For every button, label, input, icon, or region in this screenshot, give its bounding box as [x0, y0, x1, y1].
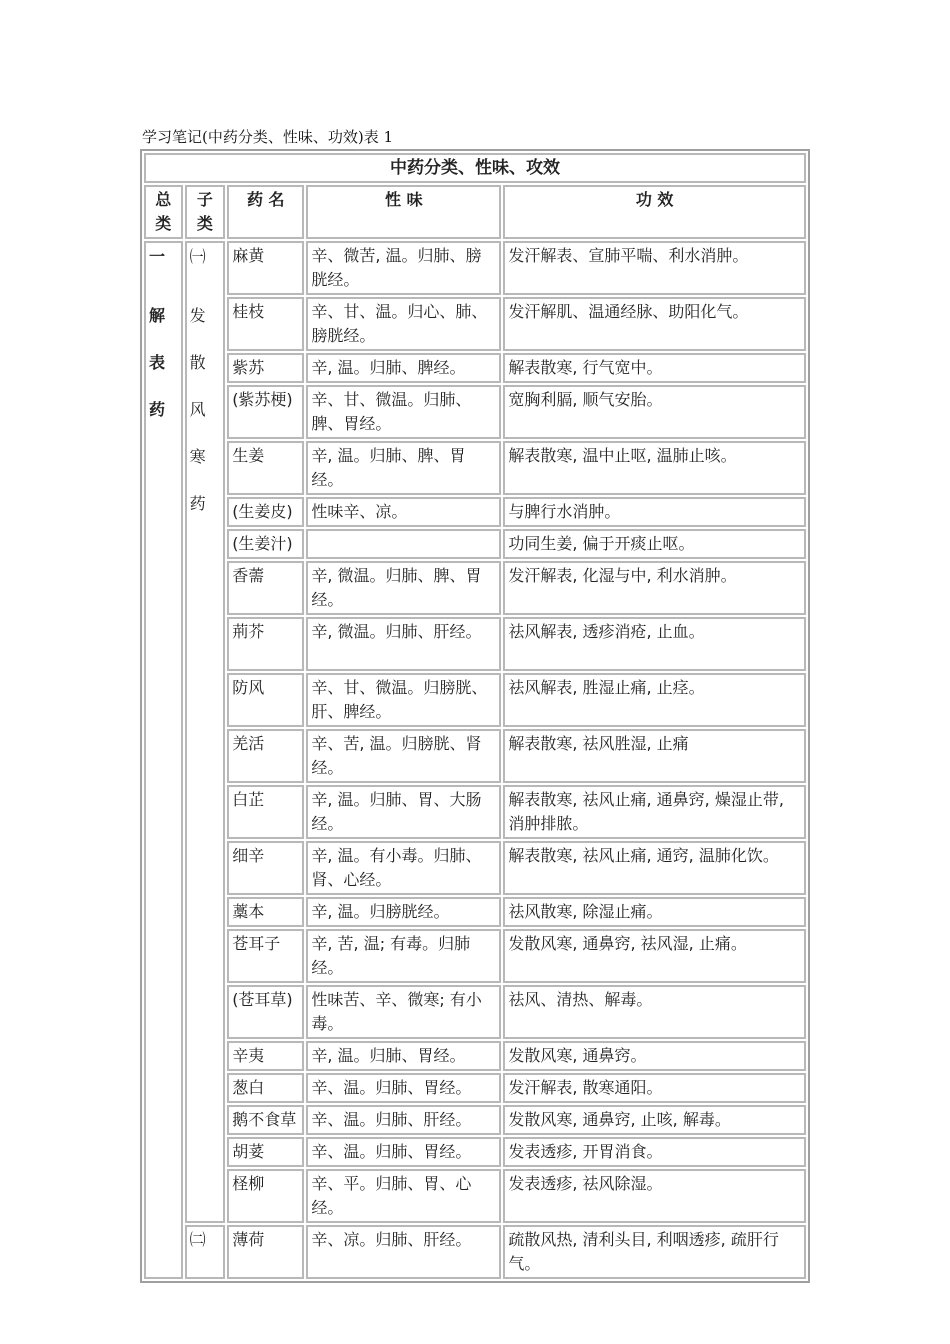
- herb-property: 辛, 微温。归肺、肝经。: [306, 617, 501, 671]
- herb-effect: 发散风寒, 通鼻窍, 止咳, 解毒。: [503, 1105, 806, 1135]
- herb-name: 麻黄: [227, 241, 304, 295]
- subcategory-cell-2: ㈡: [185, 1225, 226, 1279]
- herb-name: 苍耳子: [227, 929, 304, 983]
- table-row: [144, 297, 806, 351]
- herb-name: 葱白: [227, 1073, 304, 1103]
- herb-property: 辛、凉。归肺、肝经。: [306, 1225, 501, 1279]
- herb-property: 辛、甘、温。归心、肺、膀胱经。: [306, 297, 501, 351]
- herb-effect: 疏散风热, 清利头目, 利咽透疹, 疏肝行气。: [503, 1225, 806, 1279]
- subcategory-char: 寒: [189, 447, 206, 466]
- herb-property: 辛、温。归肺、胃经。: [306, 1073, 501, 1103]
- category-cell: [144, 241, 183, 1279]
- table-row: [144, 1169, 806, 1223]
- herb-name: (生姜皮): [227, 497, 304, 527]
- header-property: 性 味: [306, 185, 501, 239]
- header-category: 总类: [144, 185, 183, 239]
- herb-property: 辛, 温。归膀胱经。: [306, 897, 501, 927]
- subcategory-char: 发: [189, 306, 206, 325]
- herb-name: 紫苏: [227, 353, 304, 383]
- subcategory-cell-1: [185, 241, 226, 1223]
- herb-effect: 发表透疹, 祛风除湿。: [503, 1169, 806, 1223]
- table-row: [144, 673, 806, 727]
- subcategory-char: 散: [189, 353, 206, 372]
- herb-name: 羌活: [227, 729, 304, 783]
- herb-property: 辛, 微温。归肺、脾、胃经。: [306, 561, 501, 615]
- category-char: 解: [149, 306, 166, 325]
- herb-effect: 解表散寒, 祛风止痛, 通鼻窍, 燥湿止带, 消肿排脓。: [503, 785, 806, 839]
- herb-name: 藁本: [227, 897, 304, 927]
- herb-name: 胡荽: [227, 1137, 304, 1167]
- herb-effect: 发汗解肌、温通经脉、助阳化气。: [503, 297, 806, 351]
- herb-effect: 解表散寒, 行气宽中。: [503, 353, 806, 383]
- herb-property: 辛, 温。归肺、脾、胃经。: [306, 441, 501, 495]
- herb-property: 辛、温。归肺、肝经。: [306, 1105, 501, 1135]
- herb-name: 辛夷: [227, 1041, 304, 1071]
- herb-effect: 功同生姜, 偏于开痰止呕。: [503, 529, 806, 559]
- herb-name: (苍耳草): [227, 985, 304, 1039]
- table-row: [144, 985, 806, 1039]
- herb-property: 辛, 苦, 温; 有毒。归肺经。: [306, 929, 501, 983]
- table-row: [144, 529, 806, 559]
- herb-effect: 解表散寒, 祛风止痛, 通窍, 温肺化饮。: [503, 841, 806, 895]
- herb-table-container: [140, 149, 810, 1283]
- herb-name: 防风: [227, 673, 304, 727]
- herb-effect: 祛风散寒, 除湿止痛。: [503, 897, 806, 927]
- herb-effect: 与脾行水消肿。: [503, 497, 806, 527]
- herb-property: 辛、微苦, 温。归肺、膀胱经。: [306, 241, 501, 295]
- table-caption: 中药分类、性味、攻效: [144, 153, 806, 183]
- herb-name: 桂枝: [227, 297, 304, 351]
- herb-property: 性味苦、辛、微寒; 有小毒。: [306, 985, 501, 1039]
- herb-effect: 祛风、清热、解毒。: [503, 985, 806, 1039]
- subcategory-char: 药: [189, 494, 206, 513]
- table-row: [144, 929, 806, 983]
- category-char: 药: [149, 400, 166, 419]
- herb-name: 细辛: [227, 841, 304, 895]
- herb-effect: 解表散寒, 祛风胜湿, 止痛: [503, 729, 806, 783]
- category-char: 表: [149, 353, 166, 372]
- herb-property: 辛、平。归肺、胃、心经。: [306, 1169, 501, 1223]
- table-row: [144, 1225, 806, 1279]
- table-row: [144, 561, 806, 615]
- herb-property: 辛、甘、微温。归肺、脾、胃经。: [306, 385, 501, 439]
- herb-effect: 发汗解表, 化湿与中, 利水消肿。: [503, 561, 806, 615]
- category-char: 一: [149, 247, 166, 266]
- table-row: [144, 497, 806, 527]
- herb-effect: 祛风解表, 透疹消疮, 止血。: [503, 617, 806, 671]
- herb-property: 辛, 温。归肺、脾经。: [306, 353, 501, 383]
- table-row: [144, 785, 806, 839]
- herb-property: 辛, 温。有小毒。归肺、肾、心经。: [306, 841, 501, 895]
- herb-effect: 解表散寒, 温中止呕, 温肺止咳。: [503, 441, 806, 495]
- subcategory-char: 风: [189, 400, 206, 419]
- herb-effect: 祛风解表, 胜湿止痛, 止痉。: [503, 673, 806, 727]
- herb-name: 柽柳: [227, 1169, 304, 1223]
- herb-property: 性味辛、凉。: [306, 497, 501, 527]
- herb-table: [140, 149, 810, 1283]
- herb-name: 白芷: [227, 785, 304, 839]
- herb-name: (紫苏梗): [227, 385, 304, 439]
- table-row: [144, 841, 806, 895]
- herb-property: 辛, 温。归肺、胃、大肠经。: [306, 785, 501, 839]
- table-row: [144, 617, 806, 671]
- table-row: [144, 897, 806, 927]
- herb-effect: 发散风寒, 通鼻窍。: [503, 1041, 806, 1071]
- table-row: [144, 729, 806, 783]
- table-row: [144, 1137, 806, 1167]
- herb-effect: 发散风寒, 通鼻窍, 祛风湿, 止痛。: [503, 929, 806, 983]
- header-subcategory: 子类: [185, 185, 226, 239]
- herb-effect: 发表透疹, 开胃消食。: [503, 1137, 806, 1167]
- herb-property: 辛, 温。归肺、胃经。: [306, 1041, 501, 1071]
- header-name: 药 名: [227, 185, 304, 239]
- herb-name: 薄荷: [227, 1225, 304, 1279]
- table-row: [144, 353, 806, 383]
- document-title: 学习笔记(中药分类、性味、功效)表 1: [142, 128, 394, 146]
- herb-property: 辛、温。归肺、胃经。: [306, 1137, 501, 1167]
- herb-name: 生姜: [227, 441, 304, 495]
- herb-name: 鹅不食草: [227, 1105, 304, 1135]
- table-row: [144, 241, 806, 295]
- herb-effect: 宽胸利膈, 顺气安胎。: [503, 385, 806, 439]
- header-effect: 功 效: [503, 185, 806, 239]
- subcategory-char: ㈠: [189, 247, 206, 266]
- table-row: [144, 385, 806, 439]
- herb-effect: 发汗解表、宣肺平喘、利水消肿。: [503, 241, 806, 295]
- herb-name: 香薷: [227, 561, 304, 615]
- table-row: [144, 441, 806, 495]
- table-row: [144, 1105, 806, 1135]
- herb-effect: 发汗解表, 散寒通阳。: [503, 1073, 806, 1103]
- table-row: [144, 1073, 806, 1103]
- herb-name: 荊芥: [227, 617, 304, 671]
- table-row: [144, 1041, 806, 1071]
- herb-property: [306, 529, 501, 559]
- herb-property: 辛、甘、微温。归膀胱、肝、脾经。: [306, 673, 501, 727]
- herb-name: (生姜汁): [227, 529, 304, 559]
- herb-property: 辛、苦, 温。归膀胱、肾经。: [306, 729, 501, 783]
